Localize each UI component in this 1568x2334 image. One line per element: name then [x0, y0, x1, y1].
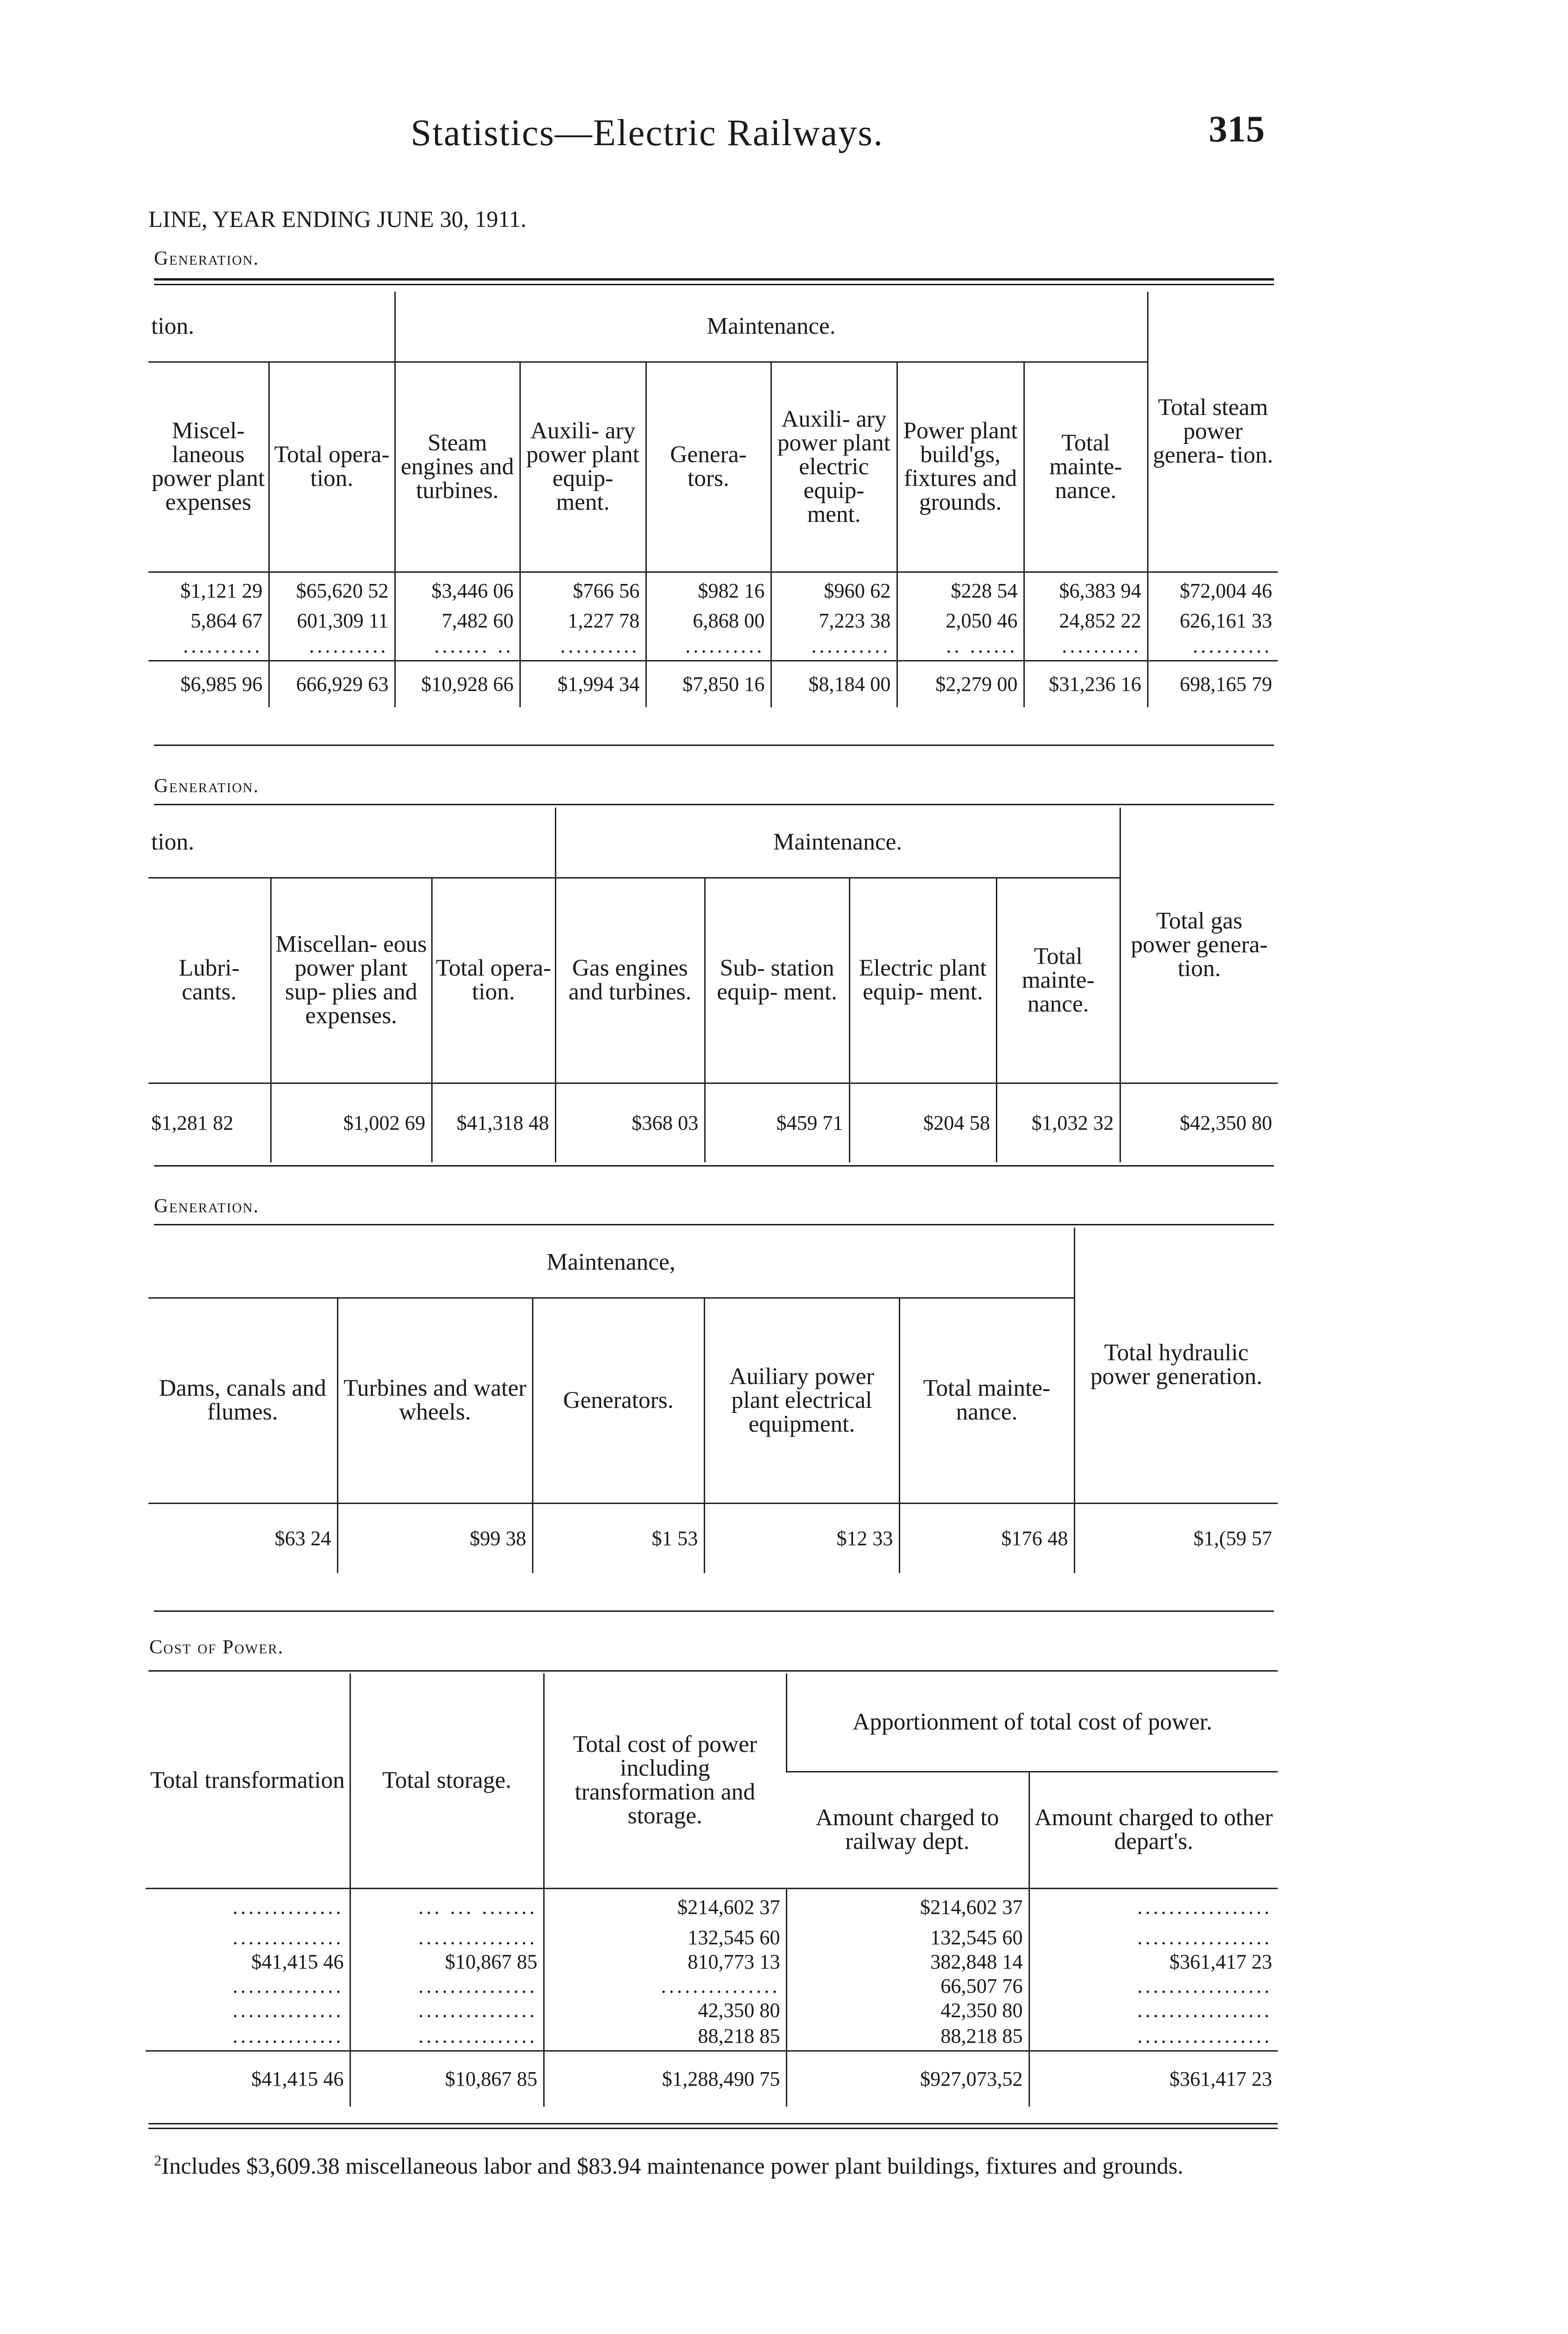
group-header-maintenance: Maintenance.	[395, 292, 1148, 362]
col-generators: Generators.	[532, 1298, 704, 1503]
gas-generation-table	[148, 808, 1278, 1162]
table-row: $63 24 $99 38 $1 53 $12 33 $176 48 $1,(59 57	[148, 1503, 1278, 1573]
col-total-cost-of-power: Total cost of power including transformation and storage.	[544, 1673, 786, 1888]
section-title-gas: Generation.	[154, 775, 259, 797]
rule	[154, 1165, 1274, 1167]
page-number: 315	[1209, 109, 1265, 150]
cost-of-power-table	[146, 1673, 1278, 2107]
col-lubricants: Lubri- cants.	[148, 878, 271, 1083]
footnote	[154, 2152, 1274, 2179]
col-total-maintenance: Total mainte- nance.	[1024, 362, 1148, 572]
total-row: $41,415 46 $10,867 85 $1,288,490 75 $927,073,52 $361,417 23	[146, 2051, 1278, 2107]
col-electric-plant-equipment: Electric plant equip- ment.	[849, 878, 996, 1083]
total-row: $6,985 96 666,929 63 $10,928 66 $1,994 34 $7,850 16 $8,184 00 $2,279 00 $31,236 16 698,165 79	[148, 661, 1278, 707]
col-power-plant-buildings: Power plant build'gs, fixtures and grounds.	[897, 362, 1024, 572]
table-row: $41,415 46 $10,867 85 810,773 13 382,848 14 $361,417 23	[146, 1950, 1278, 1974]
col-aux-electric-equipment: Auxili- ary power plant electric equip- ment.	[771, 362, 897, 572]
col-total-maintenance: Total mainte- nance.	[996, 878, 1120, 1083]
col-charged-other-depts: Amount charged to other depart's.	[1029, 1772, 1278, 1888]
page-header-title: Statistics—Electric Railways.	[411, 112, 884, 154]
col-turbines-water-wheels: Turbines and water wheels.	[337, 1298, 532, 1503]
group-header-maintenance: Maintenance.	[555, 808, 1120, 878]
col-aux-electrical-equipment: Auiliary power plant electrical equipment.	[704, 1298, 899, 1503]
hydraulic-generation-table	[148, 1228, 1278, 1573]
table-row: $1,121 29 $65,620 52 $3,446 06 $766 56 $982 16 $960 62 $228 54 $6,383 94 $72,004 46	[148, 572, 1278, 609]
table-row: .............. ............... 42,350 80 42,350 80 .................	[146, 1998, 1278, 2023]
col-dams-canals-flumes: Dams, canals and flumes.	[148, 1298, 337, 1503]
footnote-text: Includes $3,609.38 miscellaneous labor and $83.94 maintenance power plant buildings, fixtures and grounds.	[161, 2152, 1183, 2179]
table-row: .............. ... ... ....... $214,602 37 $214,602 37 .................	[146, 1888, 1278, 1926]
section-title-hydraulic: Generation.	[154, 1195, 259, 1217]
table-row: .............. ............... 88,218 85 88,218 85 .................	[146, 2023, 1278, 2051]
rule	[148, 1670, 1278, 1672]
section-title-steam: Generation.	[154, 248, 259, 269]
section-title-cost-of-power: Cost of Power.	[149, 1637, 284, 1658]
table-row: $1,281 82 $1,002 69 $41,318 48 $368 03 $459 71 $204 58 $1,032 32 $42,350 80	[148, 1083, 1278, 1162]
rule	[154, 745, 1274, 746]
table-row: 5,864 67 601,309 11 7,482 60 1,227 78 6,868 00 7,223 38 2,050 46 24,852 22 626,161 33	[148, 609, 1278, 633]
col-total-operation: Total opera- tion.	[269, 362, 395, 572]
rule	[154, 278, 1274, 281]
col-gas-engines: Gas engines and turbines.	[555, 878, 705, 1083]
line-title: LINE, YEAR ENDING JUNE 30, 1911.	[148, 206, 527, 232]
group-header-apportionment: Apportionment of total cost of power.	[786, 1673, 1278, 1772]
table-row: .............. ............... ............... 66,507 76 .................	[146, 1974, 1278, 1998]
col-total-steam-generation: Total steam power genera- tion.	[1148, 292, 1278, 572]
col-total-transformation: Total transformation	[146, 1673, 350, 1888]
group-header-maintenance: Maintenance,	[148, 1228, 1074, 1298]
steam-generation-table	[148, 292, 1278, 707]
group-header-operation: tion.	[148, 292, 395, 362]
col-total-operation: Total opera- tion.	[432, 878, 555, 1083]
col-charged-railway-dept: Amount charged to railway dept.	[786, 1772, 1029, 1888]
col-total-storage: Total storage.	[350, 1673, 544, 1888]
col-total-hydraulic-generation: Total hydraulic power generation.	[1074, 1228, 1278, 1503]
rule	[154, 1224, 1274, 1225]
rule	[154, 1610, 1274, 1612]
rule	[148, 2128, 1278, 2129]
col-total-maintenance: Total mainte- nance.	[899, 1298, 1074, 1503]
col-substation-equipment: Sub- station equip- ment.	[705, 878, 849, 1083]
col-misc-plant-supplies: Miscellan- eous power plant sup- plies and expenses.	[271, 878, 432, 1083]
col-generators: Genera- tors.	[646, 362, 771, 572]
rule	[154, 804, 1274, 805]
col-aux-power-plant-equipment: Auxili- ary power plant equip- ment.	[520, 362, 646, 572]
col-total-gas-generation: Total gas power genera- tion.	[1120, 808, 1278, 1083]
table-row: .......... .......... ....... .. .......... .......... .......... .. ...... .......... ..........	[148, 633, 1278, 661]
col-misc-power-plant-expenses: Miscel- laneous power plant expenses	[148, 362, 269, 572]
table-row: .............. ............... 132,545 60 132,545 60 .................	[146, 1926, 1278, 1950]
col-steam-engines: Steam engines and turbines.	[395, 362, 520, 572]
group-header-operation: tion.	[148, 808, 555, 878]
footnote-mark: 2	[154, 2152, 161, 2169]
rule	[148, 2123, 1278, 2124]
rule	[154, 284, 1274, 285]
